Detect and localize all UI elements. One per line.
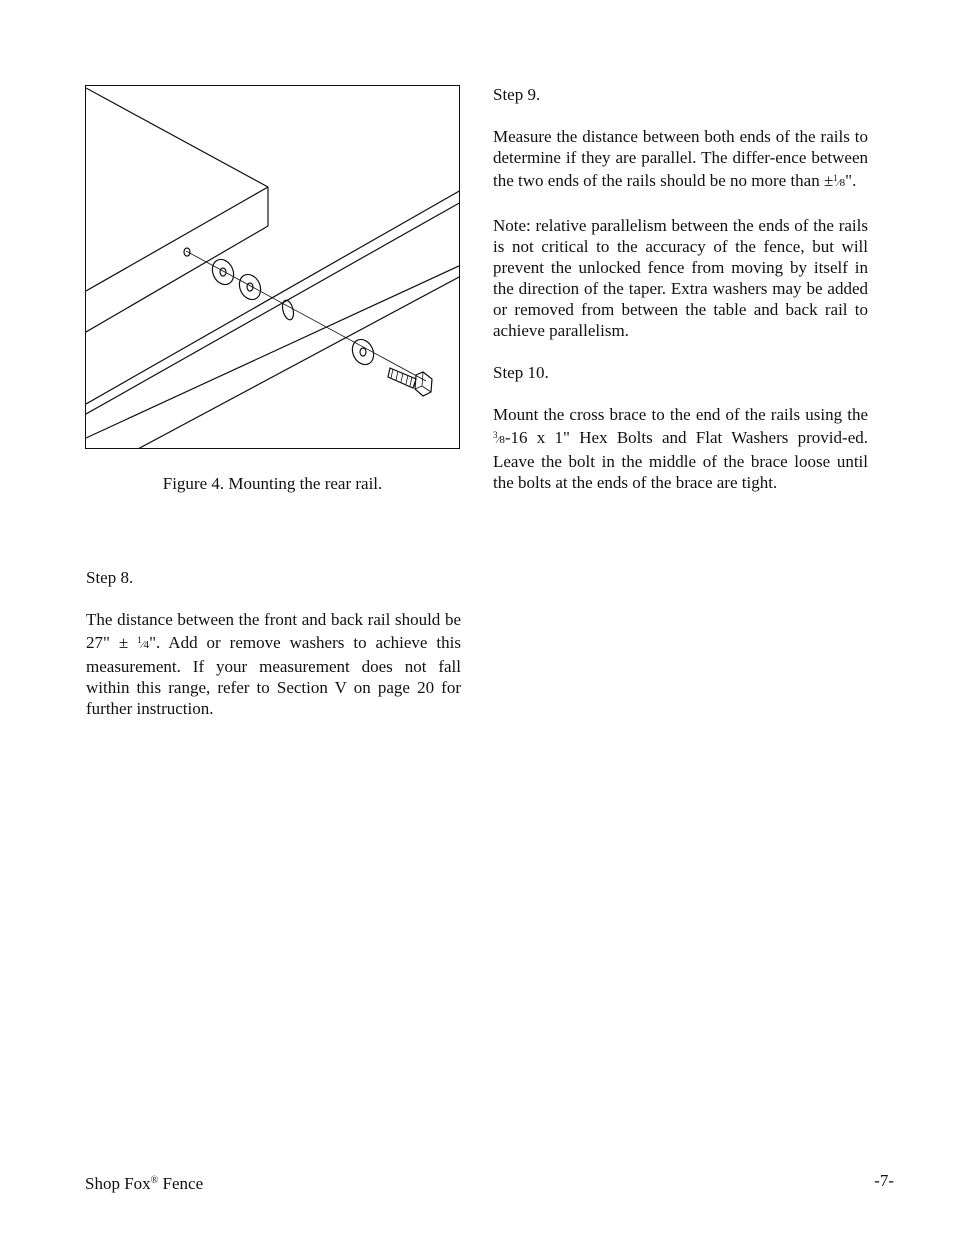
step-8-heading: Step 8. bbox=[86, 568, 134, 587]
step-10-heading: Step 10. bbox=[493, 363, 549, 382]
assembly-axis bbox=[186, 251, 426, 381]
step-8-text-a: The distance between the front and back rail should be 27" ± bbox=[86, 610, 461, 652]
footer-product-name: Shop Fox® Fence bbox=[85, 1174, 204, 1193]
washer-1 bbox=[208, 256, 237, 288]
washer-3 bbox=[348, 336, 377, 368]
step-9-paragraph-1: Measure the distance between both ends of the rails to determine if they are parallel. The differ-ence between the two ends of the rails should be no more than ±$^1$⁄8". bbox=[493, 127, 868, 190]
page-number: -7- bbox=[874, 1171, 894, 1190]
registered-mark: ® bbox=[150, 1175, 159, 1186]
rail-line-3 bbox=[86, 265, 460, 438]
rail-slot bbox=[281, 299, 296, 321]
left-column bbox=[86, 567, 461, 740]
step-8-text-b: ". Add or remove washers to achieve this measurement. If your measurement does not fall within this range, refer to Section V on page 20 for further instruction. bbox=[86, 633, 461, 718]
step-10-text: Mount the cross brace to the end of the rails using the $^3$⁄8-16 x 1" Hex Bolts and Flat Washers provid-ed. Leave the bolt in the middle of the brace loose until the bolts at the ends of the brace are tight. bbox=[493, 405, 868, 492]
table-hole bbox=[184, 248, 190, 256]
table-top-front bbox=[86, 187, 268, 291]
fraction-three-eighths: $^3$⁄8 bbox=[493, 430, 505, 446]
figure-mounting-rear-rail bbox=[85, 85, 460, 449]
washer-2 bbox=[235, 271, 264, 303]
right-column bbox=[493, 84, 868, 514]
step-9-heading: Step 9. bbox=[493, 85, 541, 104]
fraction-eighth: $^1$⁄8 bbox=[833, 173, 846, 189]
step-9-paragraph-2: Note: relative parallelism between the ends of the rails is not critical to the accuracy of the fence, but will prevent the unlocked fence from moving by itself in the direction of the taper. Extra washers may be added or removed from between the table and back rail to achieve parallelism. bbox=[493, 216, 868, 340]
table-top-edge bbox=[86, 88, 268, 187]
rail-line-2 bbox=[86, 202, 460, 414]
rail-line-4 bbox=[136, 276, 460, 449]
rear-rail-illustration bbox=[86, 86, 460, 449]
fraction-quarter: $^1$⁄4 bbox=[137, 635, 150, 651]
rail-line-1 bbox=[86, 190, 460, 404]
figure-caption: Figure 4. Mounting the rear rail. bbox=[162, 474, 383, 493]
step-8-text bbox=[86, 609, 461, 719]
